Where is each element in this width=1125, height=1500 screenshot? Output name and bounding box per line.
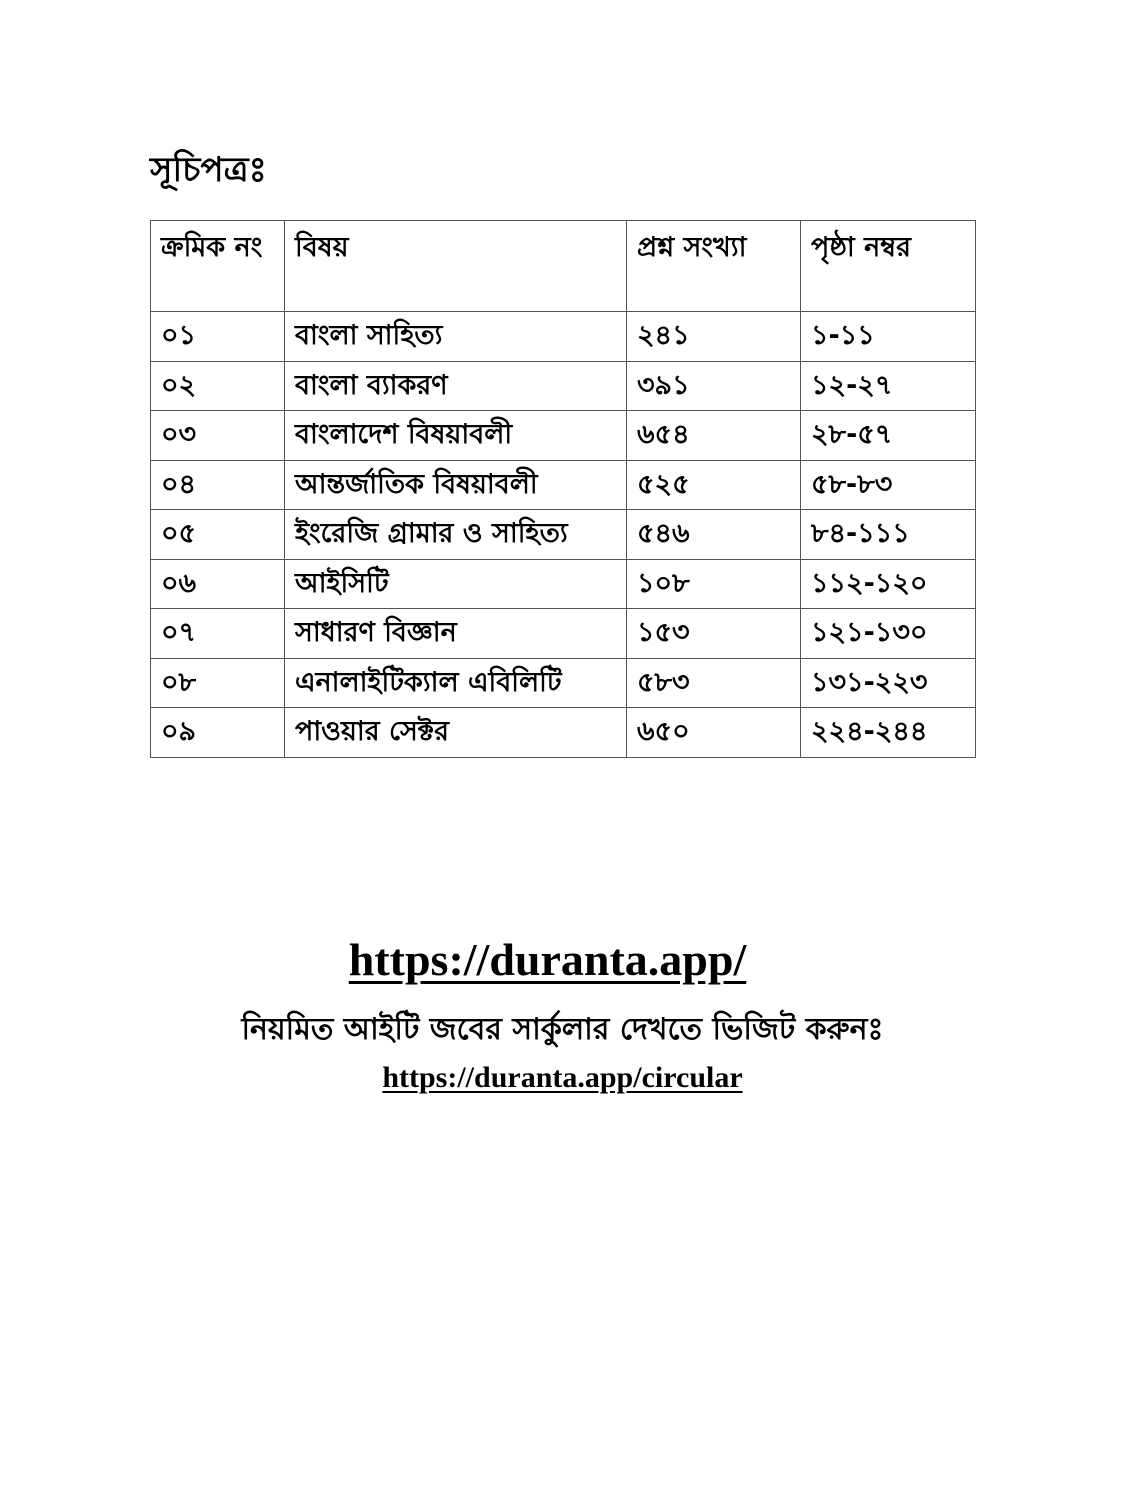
site-link-container xyxy=(0,932,1095,987)
cell-serial: ০৬ xyxy=(151,559,285,609)
table-row xyxy=(151,312,976,362)
table-of-contents xyxy=(150,220,976,758)
cell-page-range: ৮৪-১১১ xyxy=(801,510,976,560)
cell-subject: ইংরেজি গ্রামার ও সাহিত্য xyxy=(285,510,627,560)
cell-page-range: ১২১-১৩০ xyxy=(801,609,976,659)
table-row xyxy=(151,510,976,560)
site-link[interactable]: https://duranta.app/ xyxy=(348,934,747,985)
table-row xyxy=(151,460,976,510)
cell-question-count: ১৫৩ xyxy=(627,609,801,659)
cell-subject: এনালাইটিক্যাল এবিলিটি xyxy=(285,658,627,708)
table-header-row xyxy=(151,221,976,312)
cell-serial: ০২ xyxy=(151,361,285,411)
cell-subject: বাংলা সাহিত্য xyxy=(285,312,627,362)
cell-serial: ০৮ xyxy=(151,658,285,708)
header-subject: বিষয় xyxy=(285,221,627,312)
table-row xyxy=(151,361,976,411)
cell-subject: আইসিটি xyxy=(285,559,627,609)
cell-serial: ০৯ xyxy=(151,708,285,758)
table-row xyxy=(151,609,976,659)
cell-page-range: ২২৪-২৪৪ xyxy=(801,708,976,758)
cell-serial: ০৩ xyxy=(151,411,285,461)
table-row xyxy=(151,708,976,758)
cell-subject: আন্তর্জাতিক বিষয়াবলী xyxy=(285,460,627,510)
cell-serial: ০১ xyxy=(151,312,285,362)
cell-question-count: ৬৫৪ xyxy=(627,411,801,461)
cell-page-range: ১-১১ xyxy=(801,312,976,362)
cell-serial: ০৪ xyxy=(151,460,285,510)
cell-page-range: ১৩১-২২৩ xyxy=(801,658,976,708)
cell-question-count: ৫৮৩ xyxy=(627,658,801,708)
cell-question-count: ২৪১ xyxy=(627,312,801,362)
cell-question-count: ৫৪৬ xyxy=(627,510,801,560)
header-page-number: পৃষ্ঠা নম্বর xyxy=(801,221,976,312)
circular-link[interactable]: https://duranta.app/circular xyxy=(382,1061,743,1094)
circular-link-container xyxy=(0,1058,1125,1097)
cell-page-range: ১১২-১২০ xyxy=(801,559,976,609)
cell-serial: ০৭ xyxy=(151,609,285,659)
cell-question-count: ৬৫০ xyxy=(627,708,801,758)
cell-subject: বাংলাদেশ বিষয়াবলী xyxy=(285,411,627,461)
header-question-count: প্রশ্ন সংখ্যা xyxy=(627,221,801,312)
cell-page-range: ২৮-৫৭ xyxy=(801,411,976,461)
cell-page-range: ১২-২৭ xyxy=(801,361,976,411)
cell-question-count: ১০৮ xyxy=(627,559,801,609)
cell-subject: সাধারণ বিজ্ঞান xyxy=(285,609,627,659)
table-row xyxy=(151,559,976,609)
circular-visit-prompt: নিয়মিত আইটি জবের সার্কুলার দেখতে ভিজিট করুনঃ xyxy=(241,1012,884,1047)
cell-subject: পাওয়ার সেক্টর xyxy=(285,708,627,758)
cell-serial: ০৫ xyxy=(151,510,285,560)
table-row xyxy=(151,411,976,461)
table-row xyxy=(151,658,976,708)
cell-question-count: ৩৯১ xyxy=(627,361,801,411)
header-serial: ক্রমিক নং xyxy=(151,221,285,312)
cell-subject: বাংলা ব্যাকরণ xyxy=(285,361,627,411)
cell-page-range: ৫৮-৮৩ xyxy=(801,460,976,510)
cell-question-count: ৫২৫ xyxy=(627,460,801,510)
page-title: সূচিপত্রঃ xyxy=(150,150,267,190)
